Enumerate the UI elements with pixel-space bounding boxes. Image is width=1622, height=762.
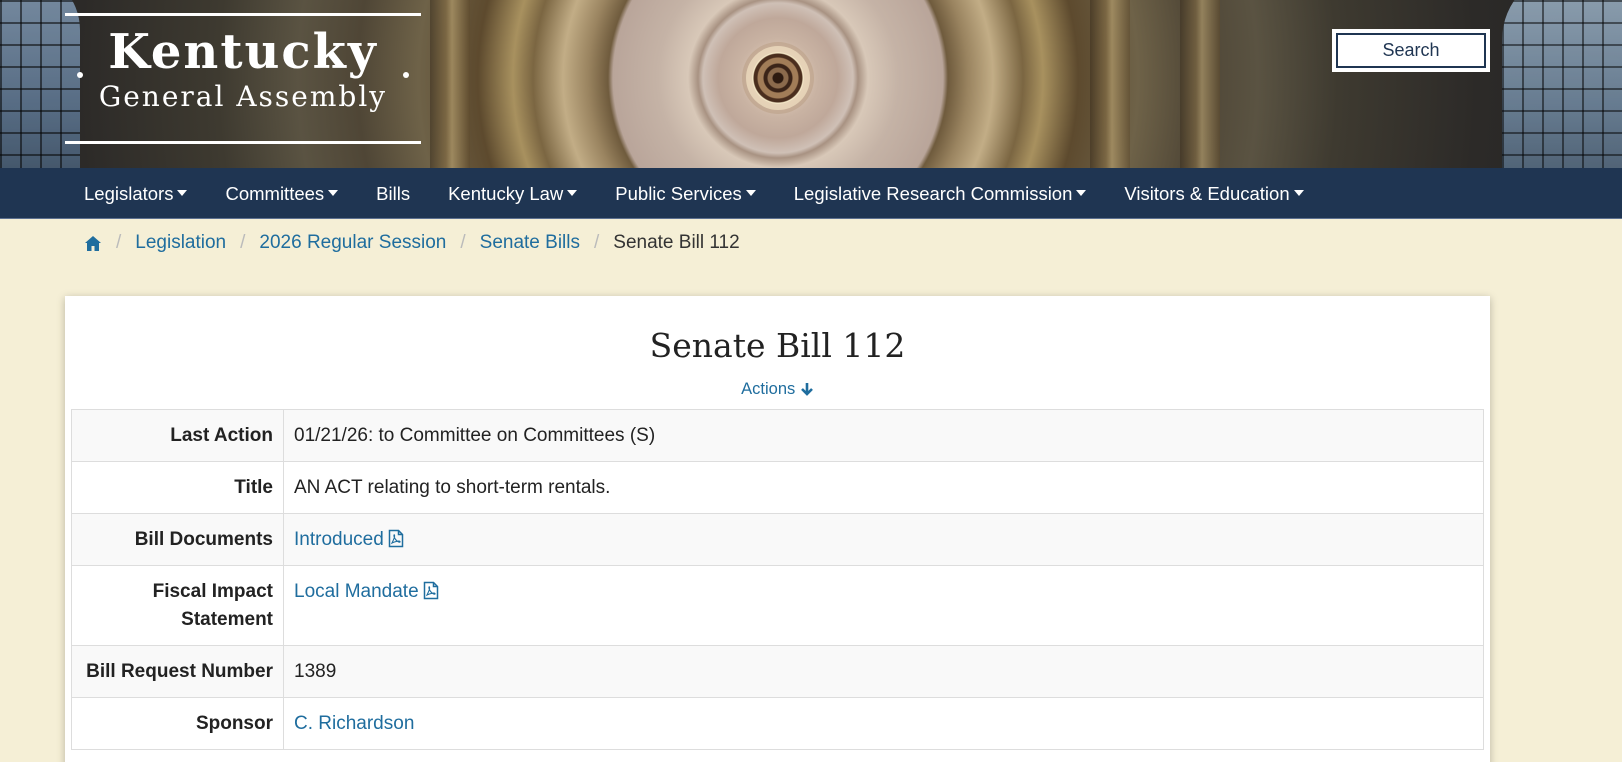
main-nav — [0, 168, 1622, 219]
row-value: 1389 — [284, 646, 1484, 698]
breadcrumb — [84, 228, 740, 258]
table-row — [72, 410, 1484, 462]
nav-item-kentucky-law[interactable] — [429, 168, 596, 219]
logo-title: Kentucky — [108, 24, 378, 80]
caret-down-icon — [1076, 190, 1086, 196]
table-row — [72, 566, 1484, 646]
table-row — [72, 646, 1484, 698]
breadcrumb-separator: / — [594, 232, 600, 253]
nav-item-public-services[interactable] — [596, 168, 774, 219]
caret-down-icon — [567, 190, 577, 196]
row-value — [284, 698, 1484, 750]
bill-card — [65, 296, 1490, 762]
search-button[interactable]: Search — [1332, 29, 1490, 72]
pillar-decoration — [430, 0, 470, 168]
row-label: Bill Request Number — [72, 646, 284, 698]
nav-item-label: Kentucky Law — [448, 183, 564, 204]
row-value: AN ACT relating to short-term rentals. — [284, 462, 1484, 514]
site-logo[interactable] — [65, 13, 421, 144]
row-label: Title — [72, 462, 284, 514]
link-text: Introduced — [294, 529, 384, 550]
breadcrumb-separator: / — [116, 232, 122, 253]
pillar-decoration — [1090, 0, 1130, 168]
caret-down-icon — [177, 190, 187, 196]
caret-down-icon — [328, 190, 338, 196]
actions-link[interactable] — [65, 380, 1490, 399]
nav-item-label: Legislators — [84, 183, 174, 204]
breadcrumb-separator: / — [460, 232, 466, 253]
nav-item-label: Legislative Research Commission — [793, 183, 1073, 204]
nav-item-lrc[interactable] — [775, 168, 1106, 219]
breadcrumb-current: Senate Bill 112 — [613, 232, 740, 253]
nav-item-committees[interactable] — [206, 168, 357, 219]
nav-item-bills[interactable] — [357, 168, 429, 219]
row-label: Fiscal Impact Statement — [72, 566, 284, 646]
bill-info-table — [71, 409, 1484, 750]
dome-rosette — [752, 52, 804, 104]
home-icon[interactable] — [84, 235, 102, 252]
logo-subtitle: General Assembly — [98, 80, 388, 113]
row-value — [284, 514, 1484, 566]
breadcrumb-legislation[interactable]: Legislation — [135, 232, 227, 253]
pdf-file-icon — [388, 529, 404, 548]
nav-item-label: Visitors & Education — [1124, 183, 1290, 204]
header-banner — [0, 0, 1622, 168]
table-row — [72, 514, 1484, 566]
nav-item-label: Committees — [225, 183, 325, 204]
breadcrumb-separator: / — [240, 232, 246, 253]
nav-item-label: Bills — [376, 183, 411, 204]
row-value — [284, 566, 1484, 646]
breadcrumb-session[interactable]: 2026 Regular Session — [259, 232, 447, 253]
nav-item-label: Public Services — [615, 183, 742, 204]
actions-label: Actions — [741, 380, 796, 398]
caret-down-icon — [746, 190, 756, 196]
pillar-decoration — [1180, 0, 1220, 168]
caret-down-icon — [1294, 190, 1304, 196]
stained-glass-window-right — [1502, 0, 1622, 168]
pdf-file-icon — [423, 581, 439, 600]
table-row — [72, 698, 1484, 750]
nav-item-visitors-education[interactable] — [1105, 168, 1322, 219]
sponsor-link[interactable]: C. Richardson — [294, 713, 415, 734]
local-mandate-doc-link[interactable] — [294, 581, 439, 602]
row-label: Sponsor — [72, 698, 284, 750]
table-row — [72, 462, 1484, 514]
introduced-doc-link[interactable] — [294, 529, 404, 550]
link-text: Local Mandate — [294, 581, 419, 602]
page-title: Senate Bill 112 — [649, 326, 906, 365]
arrow-down-icon — [800, 382, 814, 396]
row-value: 01/21/26: to Committee on Committees (S) — [284, 410, 1484, 462]
row-label: Bill Documents — [72, 514, 284, 566]
row-label: Last Action — [72, 410, 284, 462]
nav-item-legislators[interactable] — [65, 168, 206, 219]
breadcrumb-senate-bills[interactable]: Senate Bills — [479, 232, 580, 253]
